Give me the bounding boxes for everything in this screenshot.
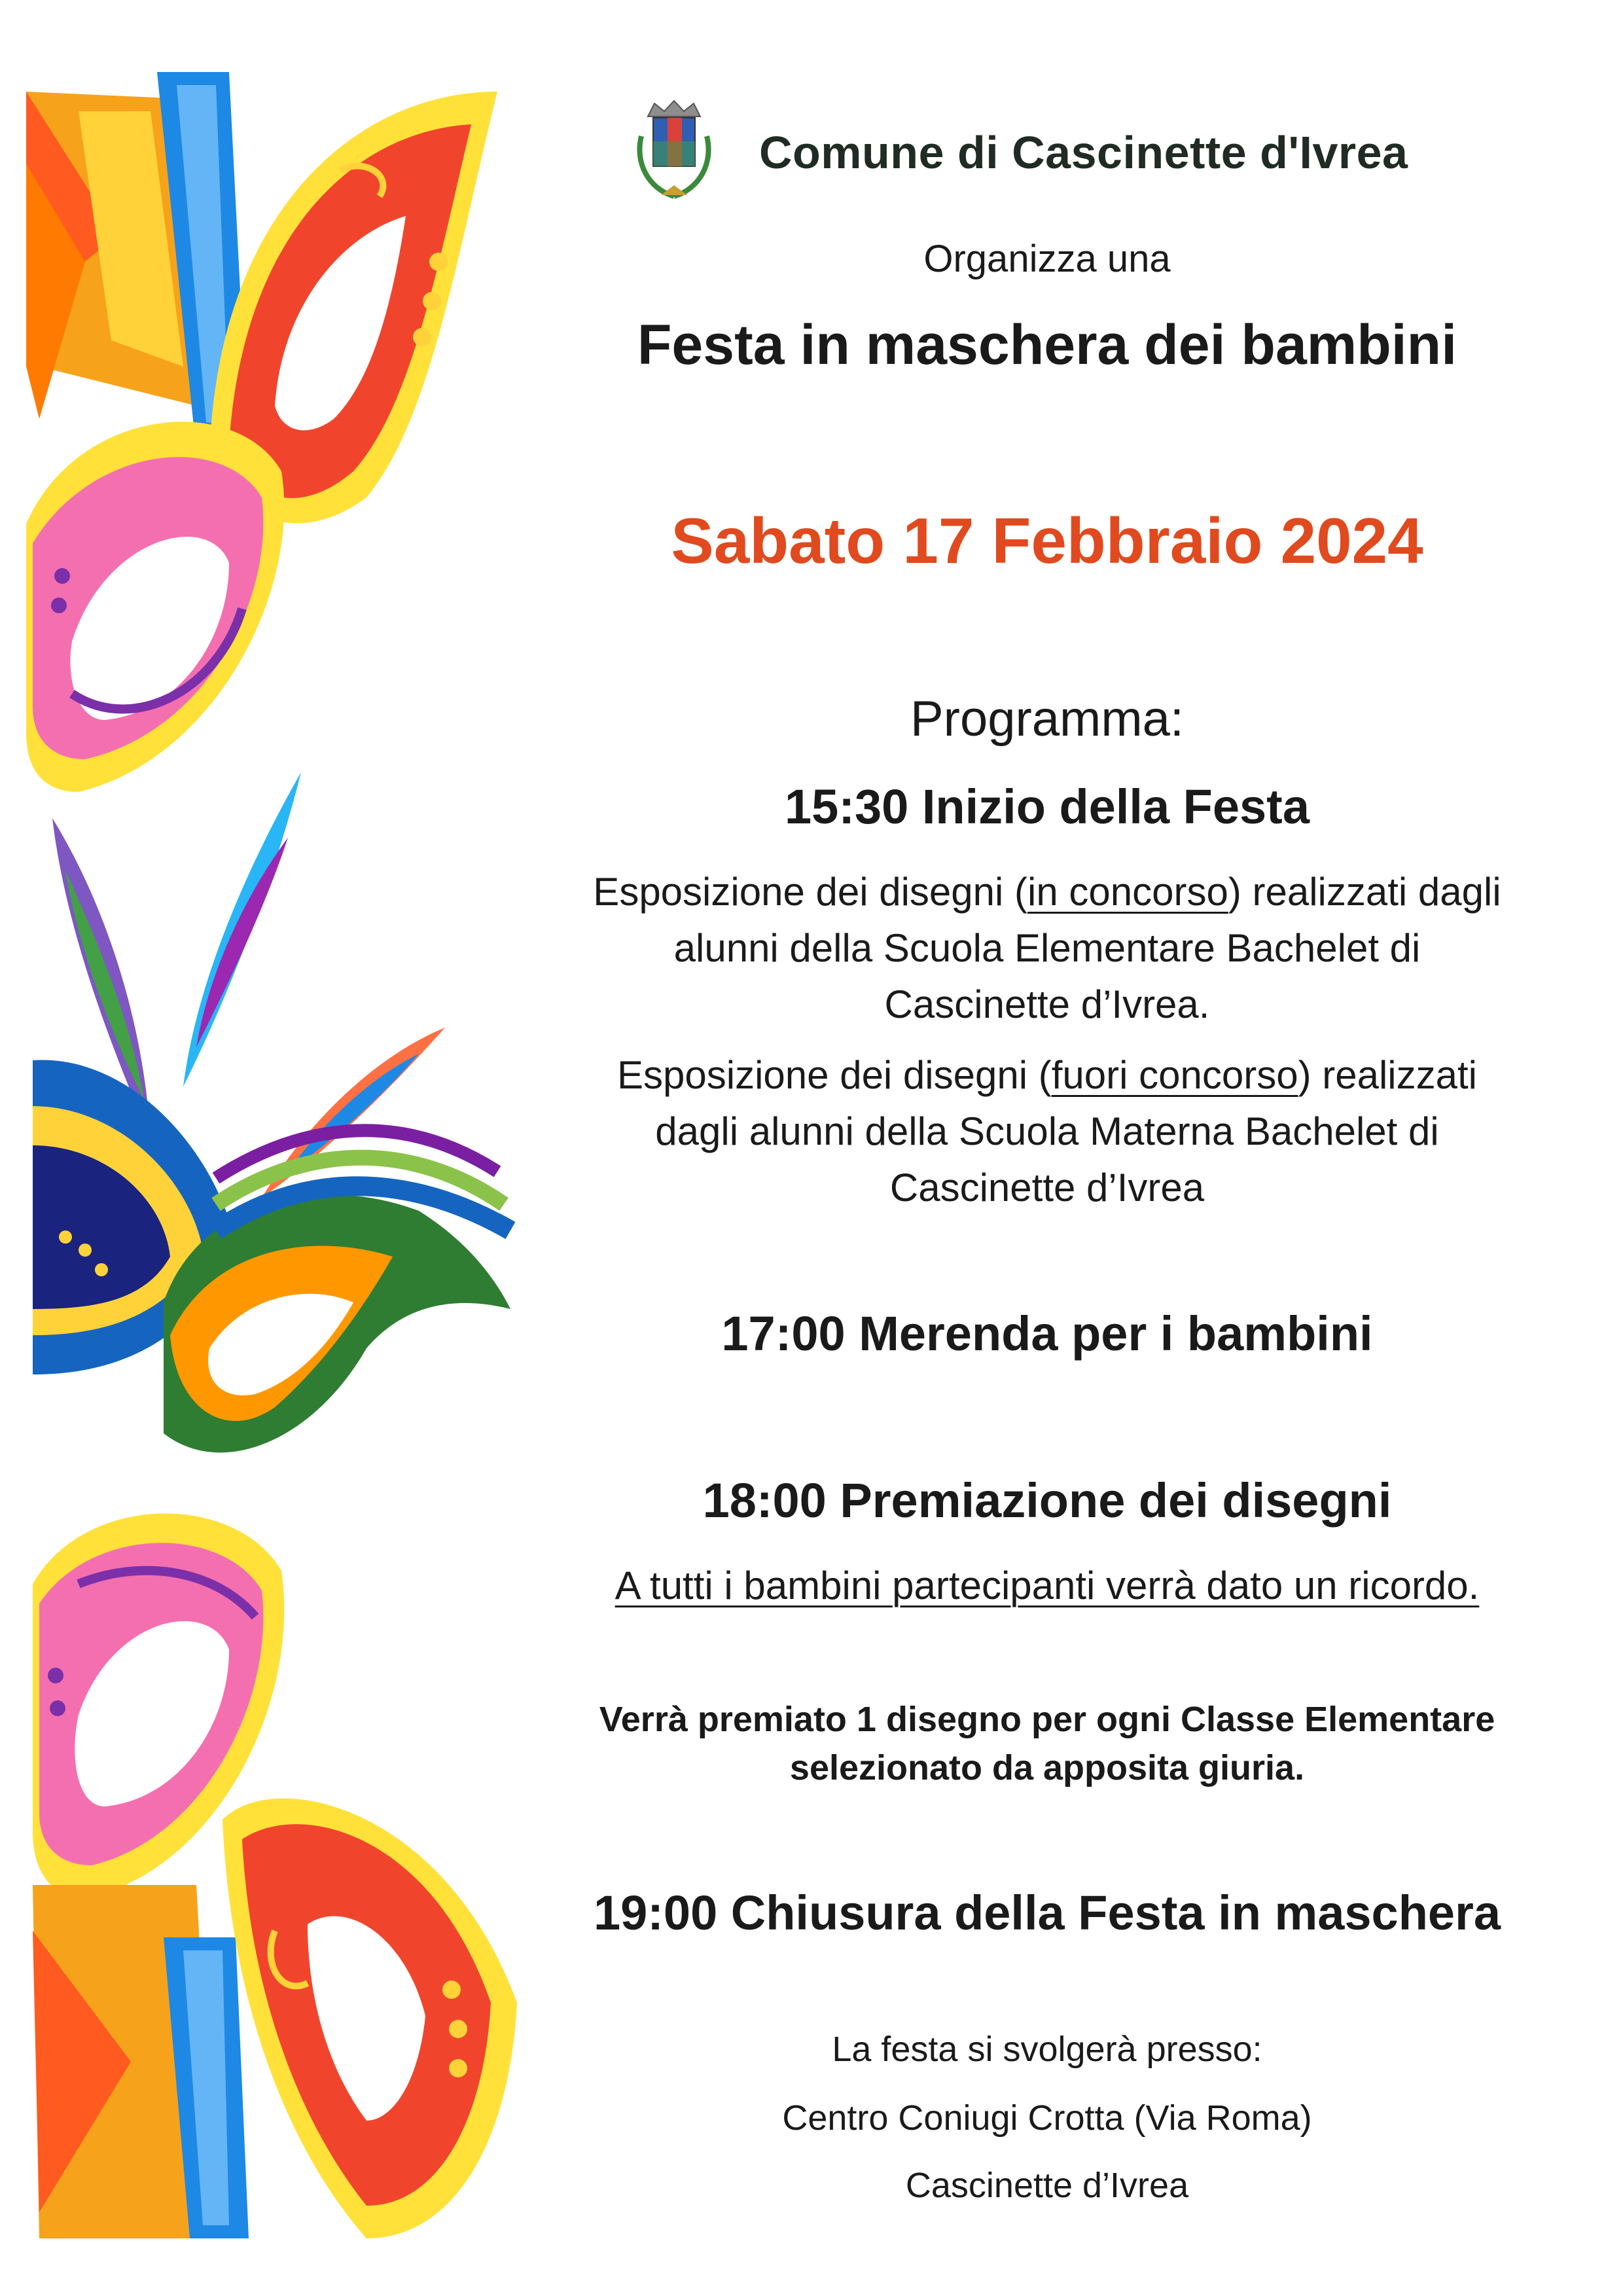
- event-title: Festa in maschera dei bambini: [637, 314, 1457, 376]
- carnival-mask-icon: [26, 422, 284, 792]
- exhibition-in-contest: [550, 864, 1544, 1033]
- flyer-content: [550, 0, 1544, 2296]
- exhibition-line: alunni della Scuola Elementare Bachelet di: [673, 926, 1421, 970]
- coat-of-arms-icon: [628, 97, 720, 208]
- exhibition-line: Cascinette d’Ivrea.: [884, 982, 1210, 1026]
- feather-icon: [33, 1885, 249, 2238]
- exhibition-line: Cascinette d’Ivrea: [889, 1166, 1205, 1210]
- program-heading: Programma:: [910, 691, 1185, 747]
- carnival-decoration: [0, 0, 543, 2296]
- exhibition-line: dagli alunni della Scuola Materna Bachelet di: [655, 1109, 1439, 1153]
- municipality-name: Comune di Cascinette d'Ivrea: [759, 127, 1408, 178]
- prize-line: Verrà premiato 1 disegno per ogni Classe Elementare: [599, 1700, 1495, 1739]
- program-item-awards: 18:00 Premiazione dei disegni: [702, 1473, 1392, 1528]
- carnival-mask-icon: [33, 1060, 510, 1453]
- program-item-closing: 19:00 Chiusura della Festa in maschera: [593, 1886, 1501, 1940]
- exhibition-line: Esposizione dei disegni (fuori concorso) realizzati: [617, 1053, 1477, 1097]
- location-venue: Centro Coniugi Crotta (Via Roma): [782, 2098, 1312, 2138]
- municipality-header: [628, 90, 1479, 215]
- underlined-text: fuori concorso: [1051, 1053, 1298, 1097]
- location-intro: La festa si svolgerà presso:: [832, 2030, 1262, 2069]
- underlined-text: in concorso: [1027, 870, 1228, 914]
- prize-note: [550, 1695, 1544, 1792]
- exhibition-out-of-contest: [550, 1047, 1544, 1216]
- souvenir-note: A tutti i bambini partecipanti verrà dato un ricordo.: [615, 1564, 1480, 1607]
- carnival-mask-icon: [223, 1799, 517, 2238]
- location-town: Cascinette d’Ivrea: [905, 2166, 1189, 2205]
- prize-line: selezionato da apposita giuria.: [789, 1748, 1305, 1787]
- intro-text: Organizza una: [923, 238, 1171, 280]
- program-item-start: 15:30 Inizio della Festa: [785, 780, 1310, 834]
- exhibition-line: Esposizione dei disegni (in concorso) realizzati dagli: [593, 870, 1501, 914]
- program-item-snack: 17:00 Merenda per i bambini: [721, 1306, 1373, 1361]
- event-date: Sabato 17 Febbraio 2024: [671, 505, 1423, 577]
